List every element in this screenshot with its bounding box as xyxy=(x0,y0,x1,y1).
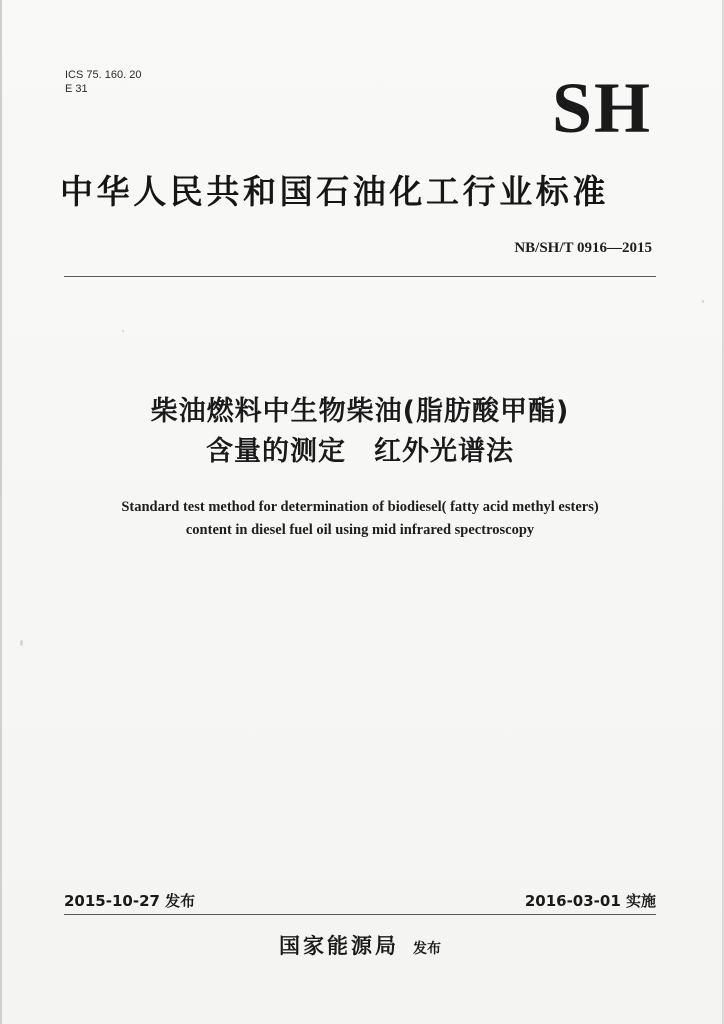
standard-number: NB/SH/T 0916—2015 xyxy=(514,240,652,256)
scan-speck xyxy=(702,300,704,303)
scan-speck xyxy=(20,640,23,646)
english-title-line-2: content in diesel fuel oil using mid infrared spectroscopy xyxy=(185,522,535,538)
chinese-title-line-1: 柴油燃料中生物柴油(脂肪酸甲酯) xyxy=(150,396,570,427)
implementation-date: 2016-03-01 实施 xyxy=(524,892,656,910)
issue-date: 2015-10-27 发布 xyxy=(64,892,196,910)
footer-divider xyxy=(64,914,656,915)
ccs-code: E 31 xyxy=(65,83,88,95)
english-title-line-1: Standard test method for determination of biodiesel( fatty acid methyl esters) xyxy=(121,499,599,515)
date-row xyxy=(64,890,656,914)
classification-codes xyxy=(65,68,141,96)
standard-category-title: 中华人民共和国石油化工行业标准 xyxy=(60,172,609,211)
publisher-name: 国家能源局 xyxy=(279,934,399,958)
chinese-title-line-2: 含量的测定 红外光谱法 xyxy=(206,436,514,467)
scan-speck xyxy=(122,330,124,332)
english-title xyxy=(42,496,678,542)
header-divider xyxy=(64,276,656,277)
chinese-title xyxy=(64,392,656,472)
ics-code: ICS 75. 160. 20 xyxy=(65,69,142,81)
publisher-action: 发布 xyxy=(413,941,441,957)
publisher-line xyxy=(64,930,656,960)
sh-logo: SH xyxy=(551,68,652,148)
